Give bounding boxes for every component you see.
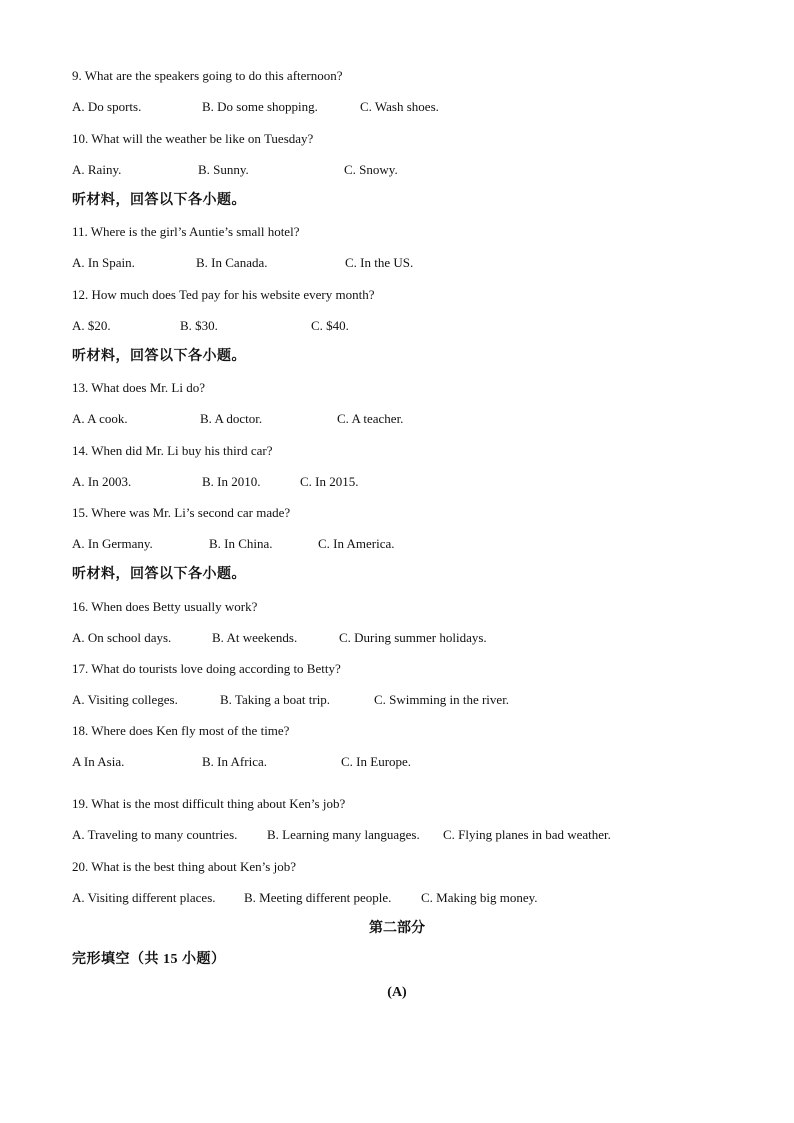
q11-option-b: B. In Canada. [196, 255, 268, 270]
q12-option-b: B. $30. [180, 318, 218, 333]
question-11: 11. Where is the girl’s Auntie’s small hotel? [72, 224, 300, 239]
q9-option-a: A. Do sports. [72, 99, 142, 114]
q9-option-b: B. Do some shopping. [202, 99, 318, 114]
question-19: 19. What is the most difficult thing about Ken’s job? [72, 796, 346, 811]
question-9: 9. What are the speakers going to do this afternoon? [72, 68, 343, 83]
question-16: 16. When does Betty usually work? [72, 599, 258, 614]
q18-option-a: A In Asia. [72, 754, 125, 769]
q18-option-c: C. In Europe. [341, 754, 412, 769]
passage-a-label: (A) [387, 985, 407, 1000]
q9-option-c: C. Wash shoes. [360, 99, 439, 114]
q15-option-b: B. In China. [209, 536, 273, 551]
q14-option-a: A. In 2003. [72, 474, 132, 489]
q19-option-a: A. Traveling to many countries. [72, 827, 238, 842]
question-12: 12. How much does Ted pay for his website every month? [72, 287, 375, 302]
q20-option-b: B. Meeting different people. [244, 890, 392, 905]
section-header-listen: 听材料，回答以下各小题。 [72, 349, 246, 364]
q10-option-b: B. Sunny. [198, 162, 249, 177]
q20-option-a: A. Visiting different places. [72, 890, 216, 905]
q17-option-a: A. Visiting colleges. [72, 692, 178, 707]
q15-option-a: A. In Germany. [72, 536, 153, 551]
q18-option-b: B. In Africa. [202, 754, 267, 769]
q13-option-a: A. A cook. [72, 411, 128, 426]
section-header-listen: 听材料，回答以下各小题。 [72, 193, 246, 208]
q11-option-a: A. In Spain. [72, 255, 135, 270]
cloze-section-header: 完形填空（共 15 小题） [72, 952, 226, 967]
part-two-title: 第二部分 [369, 921, 425, 936]
q19-option-b: B. Learning many languages. [267, 827, 420, 842]
q17-option-b: B. Taking a boat trip. [220, 692, 331, 707]
q12-option-c: C. $40. [311, 318, 349, 333]
q10-option-c: C. Snowy. [344, 162, 398, 177]
q14-option-b: B. In 2010. [202, 474, 261, 489]
q20-option-c: C. Making big money. [421, 890, 538, 905]
q17-option-c: C. Swimming in the river. [374, 692, 510, 707]
q16-option-b: B. At weekends. [212, 630, 298, 645]
question-20: 20. What is the best thing about Ken’s job? [72, 859, 296, 874]
q13-option-c: C. A teacher. [337, 411, 404, 426]
q19-option-c: C. Flying planes in bad weather. [443, 827, 611, 842]
q13-option-b: B. A doctor. [200, 411, 263, 426]
question-14: 14. When did Mr. Li buy his third car? [72, 443, 273, 458]
question-17: 17. What do tourists love doing according to Betty? [72, 661, 341, 676]
q12-option-a: A. $20. [72, 318, 111, 333]
q15-option-c: C. In America. [318, 536, 395, 551]
q14-option-c: C. In 2015. [300, 474, 359, 489]
question-18: 18. Where does Ken fly most of the time? [72, 723, 290, 738]
q16-option-c: C. During summer holidays. [339, 630, 487, 645]
q16-option-a: A. On school days. [72, 630, 172, 645]
section-header-listen: 听材料，回答以下各小题。 [72, 567, 246, 582]
q10-option-a: A. Rainy. [72, 162, 122, 177]
question-15: 15. Where was Mr. Li’s second car made? [72, 505, 291, 520]
question-13: 13. What does Mr. Li do? [72, 380, 205, 395]
question-10: 10. What will the weather be like on Tuesday? [72, 131, 314, 146]
q11-option-c: C. In the US. [345, 255, 414, 270]
